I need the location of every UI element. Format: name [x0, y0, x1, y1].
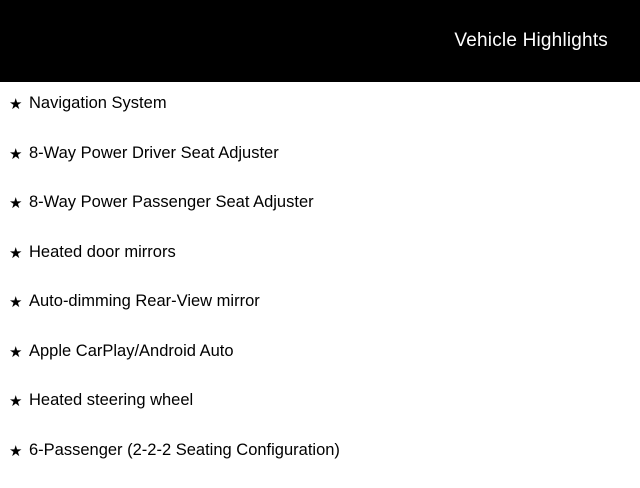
- star-icon: ★: [9, 290, 29, 314]
- star-icon: ★: [9, 439, 29, 463]
- page-title: Vehicle Highlights: [454, 31, 608, 52]
- list-item: [0, 191, 640, 241]
- list-item-label: Heated door mirrors: [29, 241, 176, 263]
- page-header: [0, 0, 640, 82]
- star-icon: ★: [9, 241, 29, 265]
- star-icon: ★: [9, 191, 29, 215]
- star-icon: ★: [9, 340, 29, 364]
- list-item-label: Heated steering wheel: [29, 389, 193, 411]
- list-item: [0, 92, 640, 142]
- vehicle-highlights-list: [0, 82, 640, 488]
- list-item-label: Auto-dimming Rear-View mirror: [29, 290, 260, 312]
- star-icon: ★: [9, 142, 29, 166]
- list-item: [0, 241, 640, 291]
- list-item: [0, 340, 640, 390]
- list-item: [0, 290, 640, 340]
- star-icon: ★: [9, 92, 29, 116]
- list-item: [0, 142, 640, 192]
- list-item-label: 8-Way Power Passenger Seat Adjuster: [29, 191, 314, 213]
- list-item-label: Navigation System: [29, 92, 167, 114]
- list-item: [0, 389, 640, 439]
- list-item-label: 6-Passenger (2-2-2 Seating Configuration): [29, 439, 340, 461]
- star-icon: ★: [9, 389, 29, 413]
- list-item-label: Apple CarPlay/Android Auto: [29, 340, 234, 362]
- list-item-label: 8-Way Power Driver Seat Adjuster: [29, 142, 279, 164]
- list-item: [0, 439, 640, 488]
